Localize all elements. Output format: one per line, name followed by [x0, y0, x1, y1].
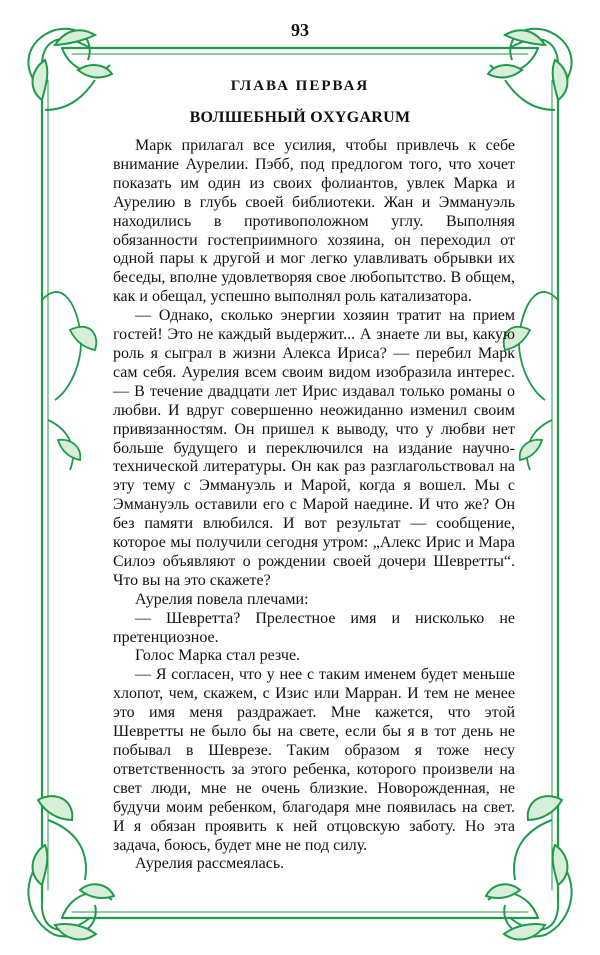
side-ornament-left: [42, 292, 96, 470]
paragraph: Голос Марка стал резче.: [135, 647, 301, 665]
corner-ornament-top-right: [488, 29, 572, 110]
paragraph: — Я согласен, что у нее с таким именем будет меньше хлопот, чем, скажем, с Изис или Марран. И тем не менее это имя меня раздражает. Мне кажется, что этой Шевретты не было бы на свете, если бы я в тот день не побывал в Шеврезе. Таким образом я тоже несу ответственность за этого ребенка, которого произвели на свет люди, мне не очень близкие. Новорожденная, не будучи моим ребенком, благодаря мне появилась на свет. И я обязан проявить к ней отцовскую заботу. Но эта задача, боюсь, будет мне не под силу.: [113, 666, 515, 854]
paragraph: Марк прилагал все усилия, чтобы привлечь к себе внимание Аурелии. Пэбб, под предлогом того, что хочет показать им один из своих фолиантов, увлек Марка и Аурелию в глубь своей библиотеки. Жан и Эммануэль находились в противоположном углу. Выполняя обязанности гостеприимного хозяина, он переходил от одной пары к другой и мог легко улавливать обрывки их беседы, вполне удовлетворяя свое любопытство. В общем, как и обещал, успешно выполнял роль катализатора.: [113, 137, 515, 306]
paragraph: — Шевретта? Прелестное имя и нисколько не претенциозное.: [113, 609, 515, 646]
chapter-title: ВОЛШЕБНЫЙ OXYGARUM: [189, 109, 411, 126]
chapter-label: ГЛАВА ПЕРВАЯ: [230, 78, 370, 94]
corner-ornament-top-left: [28, 29, 112, 110]
paragraph: Аурелия повела плечами:: [135, 590, 309, 608]
paragraph: — Однако, сколько энергии хозяин тратит на прием гостей! Это не каждый выдержит... А знаете ли вы, какую роль я сыграл в жизни Алекса Ириса? — перебил Марк сам себя. Аурелия всем своим видом изобразила интерес. — В течение двадцати лет Ирис издавал только романы о любви. И вдруг совершенно неожиданно изменил своим привязанностям. Он пришел к выводу, что у любви нет больше будущего и переключился на издание научно-технической литературы. Он как раз разглагольствовал на эту тему с Эммануэль и Марой, когда я вошел. Мы с Эммануэль оставили его с Марой наедине. И что же? Он без памяти влюбился. И вот результат — сообщение, которое мы получили сегодня утром: „Алекс Ирис и Мара Силоэ объявляют о рождении своей дочери Шевретты“. Что вы на это скажете?: [113, 307, 515, 589]
paragraph: Аурелия рассмеялась.: [135, 855, 285, 873]
body-text: [113, 137, 515, 874]
page-number: 93: [291, 20, 309, 40]
